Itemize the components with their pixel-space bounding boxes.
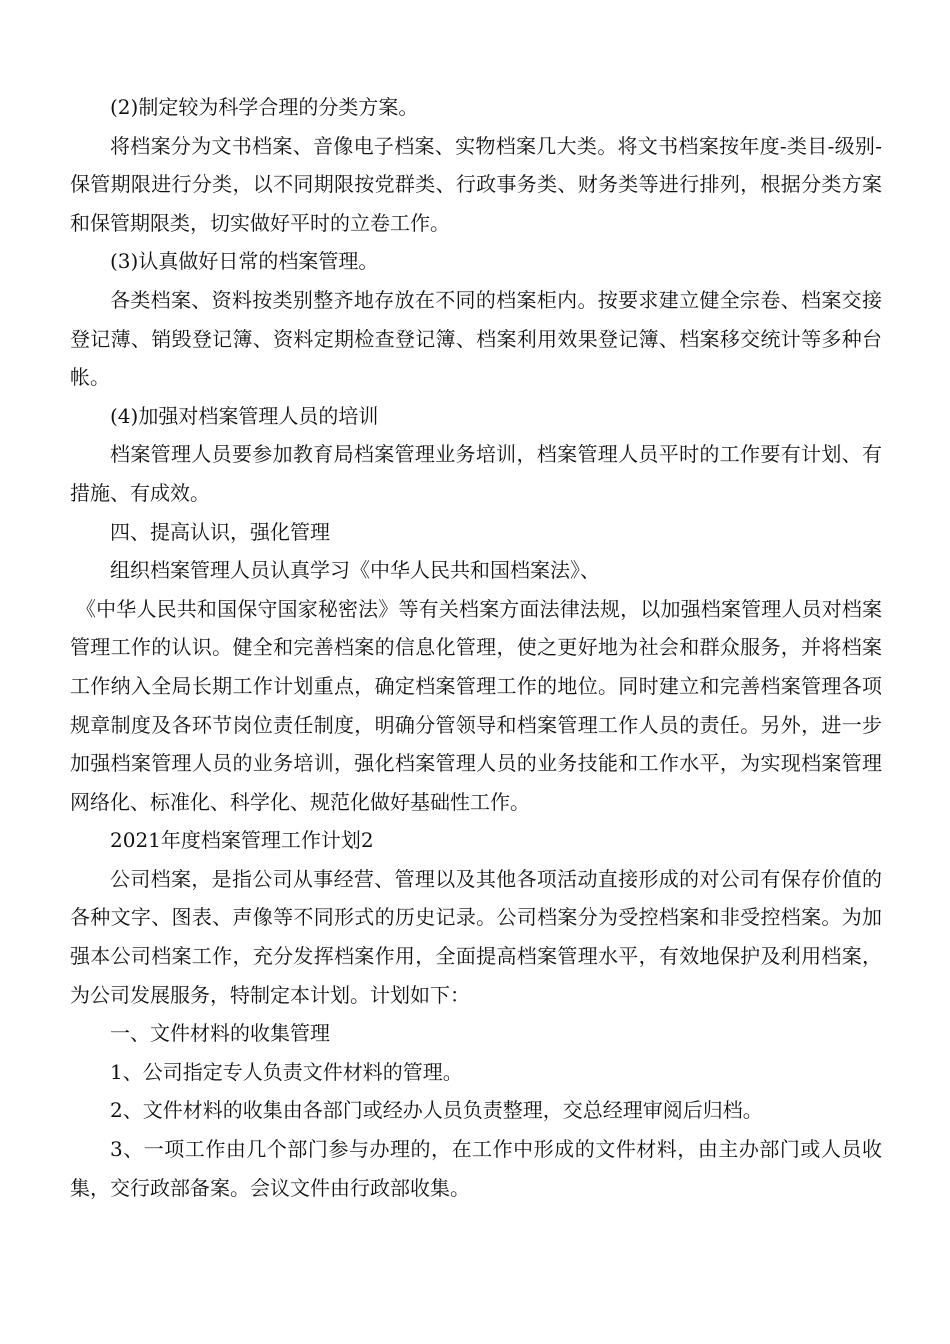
subsection-heading: (4)加强对档案管理人员的培训 xyxy=(110,403,379,428)
body-paragraph: 公司档案，是指公司从事经营、管理以及其他各项活动直接形成的对公司有保存价值的各种文字、图表、声像等不同形式的历史记录。公司档案分为受控档案和非受控档案。为加强本公司档案工作，充分发挥档案作用，全面提高档案管理水平，有效地保护及利用档案，为公司发展服务，特制定本计划。计划如下： xyxy=(70,866,882,1007)
document-title: 2021年度档案管理工作计划2 xyxy=(110,828,374,853)
document-body xyxy=(70,88,882,1207)
list-item: 2、文件材料的收集由各部门或经办人员负责整理，交总经理审阅后归档。 xyxy=(110,1098,763,1123)
list-item: 3、一项工作由几个部门参与办理的，在工作中形成的文件材料，由主办部门或人员收集，交行政部备案。会议文件由行政部收集。 xyxy=(70,1137,882,1200)
subsection-heading: (2)制定较为科学合理的分类方案。 xyxy=(110,95,419,119)
section-heading: 四、提高认识，强化管理 xyxy=(110,519,330,544)
body-paragraph: 《中华人民共和国保守国家秘密法》等有关档案方面法律法规，以加强档案管理人员对档案管理工作的认识。健全和完善档案的信息化管理，使之更好地为社会和群众服务，并将档案工作纳入全局长期工作计划重点，确定档案管理工作的地位。同时建立和完善档案管理各项规章制度及各环节岗位责任制度，明确分管领导和档案管理工作人员的责任。另外，进一步加强档案管理人员的业务培训，强化档案管理人员的业务技能和工作水平，为实现档案管理网络化、标准化、科学化、规范化做好基础性工作。 xyxy=(70,596,882,814)
section-heading: 一、文件材料的收集管理 xyxy=(110,1021,330,1046)
body-paragraph: 将档案分为文书档案、音像电子档案、实物档案几大类。将文书档案按年度-类目-级别-保管期限进行分类，以不同期限按党群类、行政事务类、财务类等进行排列，根据分类方案和保管期限类，切实做好平时的立卷工作。 xyxy=(70,133,882,235)
body-paragraph: 档案管理人员要参加教育局档案管理业务培训，档案管理人员平时的工作要有计划、有措施、有成效。 xyxy=(70,442,882,505)
list-item: 1、公司指定专人负责文件材料的管理。 xyxy=(110,1059,463,1084)
body-paragraph: 各类档案、资料按类别整齐地存放在不同的档案柜内。按要求建立健全宗卷、档案交接登记薄、销毁登记簿、资料定期检查登记簿、档案利用效果登记簿、档案移交统计等多种台帐。 xyxy=(70,287,882,390)
subsection-heading: (3)认真做好日常的档案管理。 xyxy=(110,249,379,274)
body-paragraph: 组织档案管理人员认真学习《中华人民共和国档案法》、 xyxy=(110,558,600,583)
